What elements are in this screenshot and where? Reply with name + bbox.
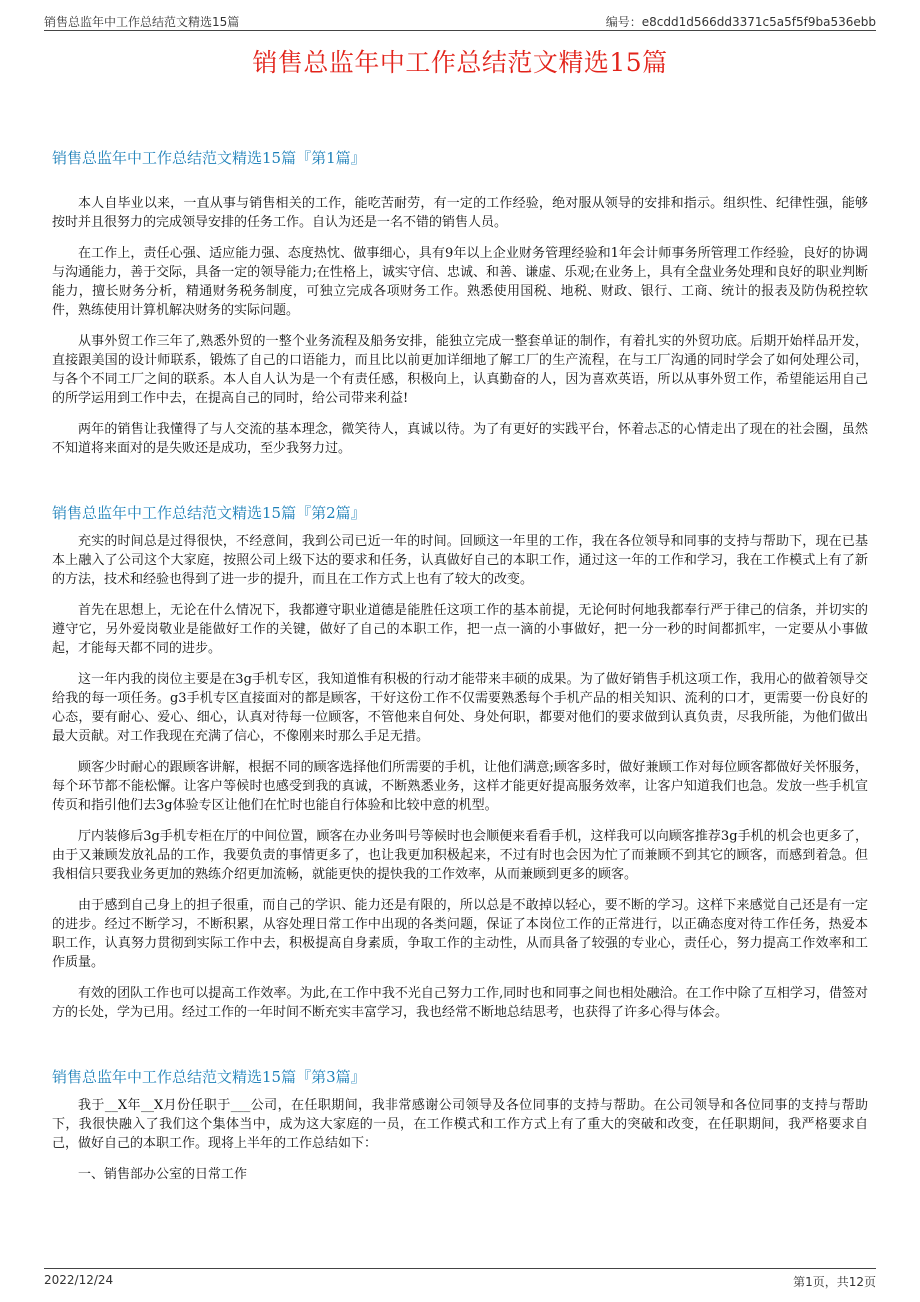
footer-page-number: 第1页，共12页 <box>793 1275 876 1289</box>
paragraph: 顾客少时耐心的跟顾客讲解，根据不同的顾客选择他们所需要的手机，让他们满意;顾客多时，做好兼顾工作对每位顾客都做好关怀服务，每个环节都不能松懈。让客户等候时也感受到我的真诚，不断熟悉业务，这样才能更好提高服务效率，让客户知道我们也急。发放一些手机宣传页和指引他们去3g体验专区让他们在忙时也能自行体验和比较中意的机型。 <box>52 760 868 813</box>
page-footer <box>44 1268 876 1291</box>
paragraph: 有效的团队工作也可以提高工作效率。为此,在工作中我不光自己努力工作,同时也和同事之间也相处融洽。在工作中除了互相学习，借签对方的长处，学为已用。经过工作的一年时间不断充实丰富学习，我也经常不断地总结思考，也获得了许多心得与体会。 <box>52 986 868 1020</box>
document-body <box>52 130 868 1184</box>
paragraph: 两年的销售让我懂得了与人交流的基本理念，微笑待人，真诚以待。为了有更好的实践平台，怀着忐忑的心情走出了现在的社会圈，虽然不知道将来面对的是失败还是成功，至少我努力过。 <box>52 422 868 456</box>
paragraph: 由于感到自己身上的担子很重，而自己的学识、能力还是有限的，所以总是不敢掉以轻心，要不断的学习。这样下来感觉自己还是有一定的进步。经过不断学习，不断积累，从容处理日常工作中出现的各类问题，保证了本岗位工作的正常进行，以正确态度对待工作任务，热爱本职工作，认真努力贯彻到实际工作中去，积极提高自身素质，争取工作的主动性，从而具备了较强的专业心，责任心，努力提高工作效率和工作质量。 <box>52 898 868 970</box>
footer-date: 2022/12/24 <box>44 1273 114 1287</box>
header-serial: 编号：e8cdd1d566dd3371c5a5f5f9ba536ebb <box>605 15 876 29</box>
section-heading-1: 销售总监年中工作总结范文精选15篇『第1篇』 <box>52 149 366 167</box>
paragraph: 我于__X年__X月份任职于___公司，在任职期间，我非常感谢公司领导及各位同事的支持与帮助。在公司领导和各位同事的支持与帮助下，我很快融入了我们这个集体当中，成为这大家庭的一员，在工作模式和工作方式上有了重大的突破和改变，在任职期间，我严格要求自己，做好自己的本职工作。现将上半年的工作总结如下： <box>52 1098 868 1151</box>
section-2 <box>52 502 868 1022</box>
paragraph: 首先在思想上，无论在什么情况下，我都遵守职业道德是能胜任这项工作的基本前提，无论何时何地我都奉行严于律己的信条，并切实的遵守它，另外爱岗敬业是能做好工作的关键，做好了自己的本职工作，把一点一滴的小事做好，把一分一秒的时间都抓牢，一定要从小事做起，才能每天都不同的进步。 <box>52 603 868 656</box>
paragraph: 充实的时间总是过得很快，不经意间，我到公司已近一年的时间。回顾这一年里的工作，我在各位领导和同事的支持与帮助下，现在已基本上融入了公司这个大家庭，按照公司上级下达的要求和任务，认真做好自己的本职工作，通过这一年的工作和学习，我在工作模式上有了新的方法，技术和经验也得到了进一步的提升，而且在工作方式上也有了较大的改变。 <box>52 534 868 587</box>
paragraph: 厅内装修后3g手机专柜在厅的中间位置，顾客在办业务叫号等候时也会顺便来看看手机，这样我可以向顾客推荐3g手机的机会也更多了，由于又兼顾发放礼品的工作，我要负责的事情更多了，也让我更加积极起来，不过有时也会因为忙了而兼顾不到其它的顾客，而感到着急。但我相信只要我业务更加的熟练介绍更加流畅，就能更快的提快我的工作效率，从而兼顾到更多的顾客。 <box>52 829 868 882</box>
section-3 <box>52 1066 868 1184</box>
paragraph: 在工作上，责任心强、适应能力强、态度热忱、做事细心，具有9年以上企业财务管理经验和1年会计师事务所管理工作经验，良好的协调与沟通能力，善于交际，具备一定的领导能力;在性格上，诚实守信、忠诚、和善、谦虚、乐观;在业务上，具有全盘业务处理和良好的职业判断能力，擅长财务分析，精通财务税务制度，可独立完成各项财务工作。熟悉使用国税、地税、财政、银行、工商、统计的报表及防伪税控软件，熟练使用计算机解决财务的实际问题。 <box>52 246 868 318</box>
section-heading-3: 销售总监年中工作总结范文精选15篇『第3篇』 <box>52 1068 366 1086</box>
document-title: 销售总监年中工作总结范文精选15篇 <box>252 48 668 77</box>
section-1 <box>52 147 868 458</box>
paragraph: 本人自毕业以来，一直从事与销售相关的工作，能吃苦耐劳，有一定的工作经验，绝对服从领导的安排和指示。组织性、纪律性强，能够按时并且很努力的完成领导安排的任务工作。自认为还是一名不错的销售人员。 <box>52 196 868 230</box>
section-heading-2: 销售总监年中工作总结范文精选15篇『第2篇』 <box>52 504 366 522</box>
page-header <box>44 10 876 31</box>
header-doc-name: 销售总监年中工作总结范文精选15篇 <box>44 15 240 29</box>
paragraph: 一、销售部办公室的日常工作 <box>78 1167 248 1182</box>
paragraph: 这一年内我的岗位主要是在3g手机专区，我知道惟有积极的行动才能带来丰硕的成果。为了做好销售手机这项工作，我用心的做着领导交给我的每一项任务。g3手机专区直接面对的都是顾客，干好这份工作不仅需要熟悉每个手机产品的相关知识、流利的口才，更需要一份良好的心态，要有耐心、爱心、细心，认真对待每一位顾客，不管他来自何处、身处何职，都要对他们的要求做到认真负责，尽我所能，为他们做出最大贡献。对工作我现在充满了信心，不像刚来时那么手足无措。 <box>52 672 868 744</box>
paragraph: 从事外贸工作三年了,熟悉外贸的一整个业务流程及船务安排，能独立完成一整套单证的制作，有着扎实的外贸功底。后期开始样品开发，直接跟美国的设计师联系，锻炼了自己的口语能力，而且比以前更加详细地了解工厂的生产流程，在与工厂沟通的同时学会了如何处理公司，与各个不同工厂之间的联系。本人自人认为是一个有责任感，积极向上，认真勤奋的人，因为喜欢英语，所以从事外贸工作，希望能运用自己的所学运用到工作中去，在提高自己的同时，给公司带来利益! <box>52 334 868 406</box>
